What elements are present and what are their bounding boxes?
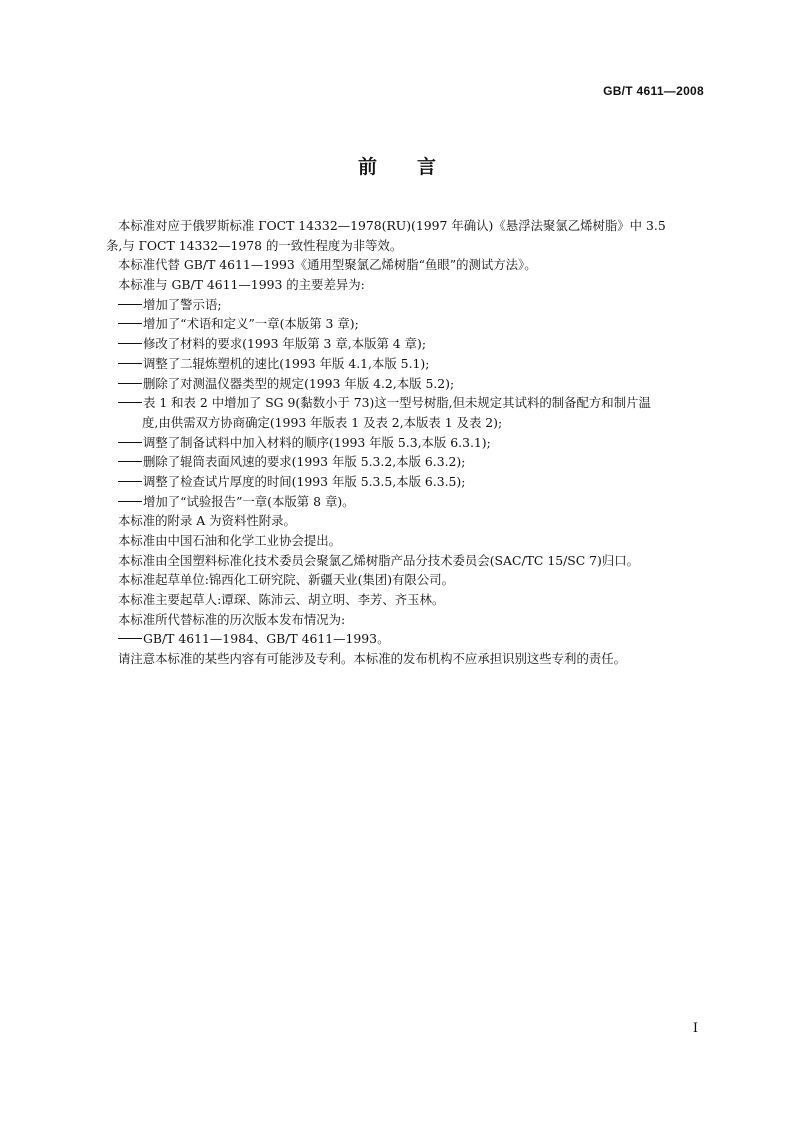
list-item-text: 删除了对测温仪器类型的规定(1993 年版 4.2,本版 5.2);: [143, 375, 455, 391]
dash-marker: [118, 638, 142, 639]
dash-marker: [118, 323, 142, 324]
foreword-body: [106, 216, 708, 669]
list-item: [118, 393, 708, 413]
page-title: 前言: [357, 156, 476, 178]
list-item-text: 修改了材料的要求(1993 年版第 3 章,本版第 4 章);: [143, 336, 427, 352]
dash-marker: [118, 501, 142, 502]
paragraph-line: 本标准所代替标准的历次版本发布情况为:: [118, 611, 346, 627]
list-item-text: GB/T 4611—1984、GB/T 4611—1993。: [143, 631, 390, 647]
list-item-continuation: 度,由供需双方协商确定(1993 年版表 1 及表 2,本版表 1 及表 2);: [142, 414, 503, 430]
paragraph-line: 本标准由全国塑料标准化技术委员会聚氯乙烯树脂产品分技术委员会(SAC/TC 15/SC 7)归口。: [118, 552, 640, 568]
dash-marker: [118, 402, 142, 403]
list-item: [118, 492, 708, 512]
list-item-text: 表 1 和表 2 中增加了 SG 9(黏数小于 73)这一型号树脂,但未规定其试料的制备配方和制片温: [143, 395, 651, 411]
paragraph-line: 条,与 ГОСТ 14332—1978 的一致性程度为非等效。: [106, 237, 403, 253]
list-item: [118, 334, 708, 354]
page-number: I: [692, 1021, 698, 1036]
list-item: [118, 295, 708, 315]
dash-marker: [118, 461, 142, 462]
paragraph-line: 本标准代替 GB/T 4611—1993《通用型聚氯乙烯树脂“鱼眼”的测试方法》。: [118, 257, 537, 273]
dash-marker: [118, 383, 142, 384]
dash-marker: [118, 304, 142, 305]
list-item: [118, 452, 708, 472]
list-item-text: 增加了“术语和定义”一章(本版第 3 章);: [143, 316, 359, 332]
list-item-text: 调整了检查试片厚度的时间(1993 年版 5.3.5,本版 6.3.5);: [143, 473, 466, 489]
paragraph-line: 本标准与 GB/T 4611—1993 的主要差异为:: [118, 277, 365, 293]
dash-marker: [118, 481, 142, 482]
standard-number: GB/T 4611—2008: [603, 84, 704, 98]
paragraph-line: 本标准由中国石油和化学工业协会提出。: [118, 533, 342, 548]
list-item-text: 增加了“试验报告”一章(本版第 8 章)。: [143, 493, 355, 509]
paragraph-line: 本标准对应于俄罗斯标准 ГОСТ 14332—1978(RU)(1997 年确认)《悬浮法聚氯乙烯树脂》中 3.5: [118, 218, 666, 233]
list-item-text: 增加了警示语;: [143, 296, 222, 312]
dash-marker: [118, 343, 142, 344]
paragraph-line: 请注意本标准的某些内容有可能涉及专利。本标准的发布机构不应承担识别这些专利的责任。: [118, 651, 627, 667]
dash-marker: [118, 363, 142, 364]
list-item: [118, 433, 708, 453]
paragraph-line: 本标准的附录 A 为资料性附录。: [118, 513, 296, 529]
paragraph-line: 本标准主要起草人:谭琛、陈沛云、胡立明、李芳、齐玉林。: [118, 592, 445, 608]
list-item-text: 调整了制备试料中加入材料的顺序(1993 年版 5.3,本版 6.3.1);: [143, 434, 491, 450]
list-item-text: 调整了二辊炼塑机的速比(1993 年版 4.1,本版 5.1);: [143, 355, 430, 371]
list-item-text: 删除了辊筒表面风速的要求(1993 年版 5.3.2,本版 6.3.2);: [143, 454, 466, 470]
list-item: [118, 314, 708, 334]
list-item: [118, 354, 708, 374]
list-item: [118, 472, 708, 492]
paragraph-line: 本标准起草单位:锦西化工研究院、新疆天业(集团)有限公司。: [118, 572, 454, 588]
list-item: [118, 374, 708, 394]
list-item: [118, 629, 708, 649]
dash-marker: [118, 442, 142, 443]
